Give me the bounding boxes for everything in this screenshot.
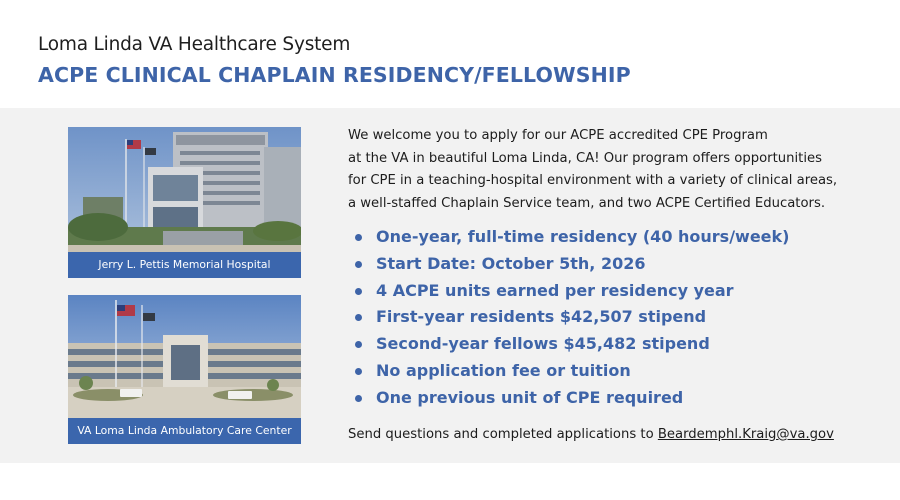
list-item-text: Start Date: October 5th, 2026 [376,253,646,273]
intro-line: We welcome you to apply for our ACPE accredited CPE Program [348,128,768,143]
ambulatory-care-photo-caption: VA Loma Linda Ambulatory Care Center [68,418,301,444]
ambulatory-care-photo-card [68,295,301,444]
list-item-text: Second-year fellows $45,482 stipend [376,334,710,354]
list-item [354,251,789,278]
contact-text: Send questions and completed applications to [348,427,658,442]
intro-line: for CPE in a teaching-hospital environment with a variety of clinical areas, [348,173,838,189]
program-highlights-list [354,224,789,412]
hospital-photo-card [68,127,301,278]
list-item [354,358,789,385]
list-item-text: One-year, full-time residency (40 hours/week) [376,227,790,246]
list-item-text: 4 ACPE units earned per residency year [376,280,734,300]
bullet-icon [355,368,362,375]
hospital-photo-caption: Jerry L. Pettis Memorial Hospital [68,252,301,278]
list-item [354,224,789,251]
contact-line [348,425,834,445]
intro-line: a well-staffed Chaplain Service team, and two ACPE Certified Educators. [348,195,826,211]
list-item [354,385,789,412]
bullet-icon [355,234,362,241]
bullet-icon [355,395,362,402]
list-item [354,304,789,331]
list-item [354,278,789,305]
bullet-icon [355,314,362,321]
intro-line: at the VA in beautiful Loma Linda, CA! Our program offers opportunities [348,150,822,166]
program-title: ACPE CLINICAL CHAPLAIN RESIDENCY/FELLOWSHIP [38,63,631,87]
email-link[interactable]: Beardemphl.Kraig@va.gov [657,427,834,442]
bullet-icon [355,288,362,295]
bullet-icon [355,341,362,348]
list-item-text: First-year residents $42,507 stipend [376,307,707,327]
list-item-text: No application fee or tuition [376,360,631,380]
organization-name: Loma Linda VA Healthcare System [38,34,351,55]
bullet-icon [355,261,362,268]
list-item [354,331,789,358]
page-header [38,33,858,90]
list-item-text: One previous unit of CPE required [376,387,684,407]
intro-paragraph [348,125,868,215]
